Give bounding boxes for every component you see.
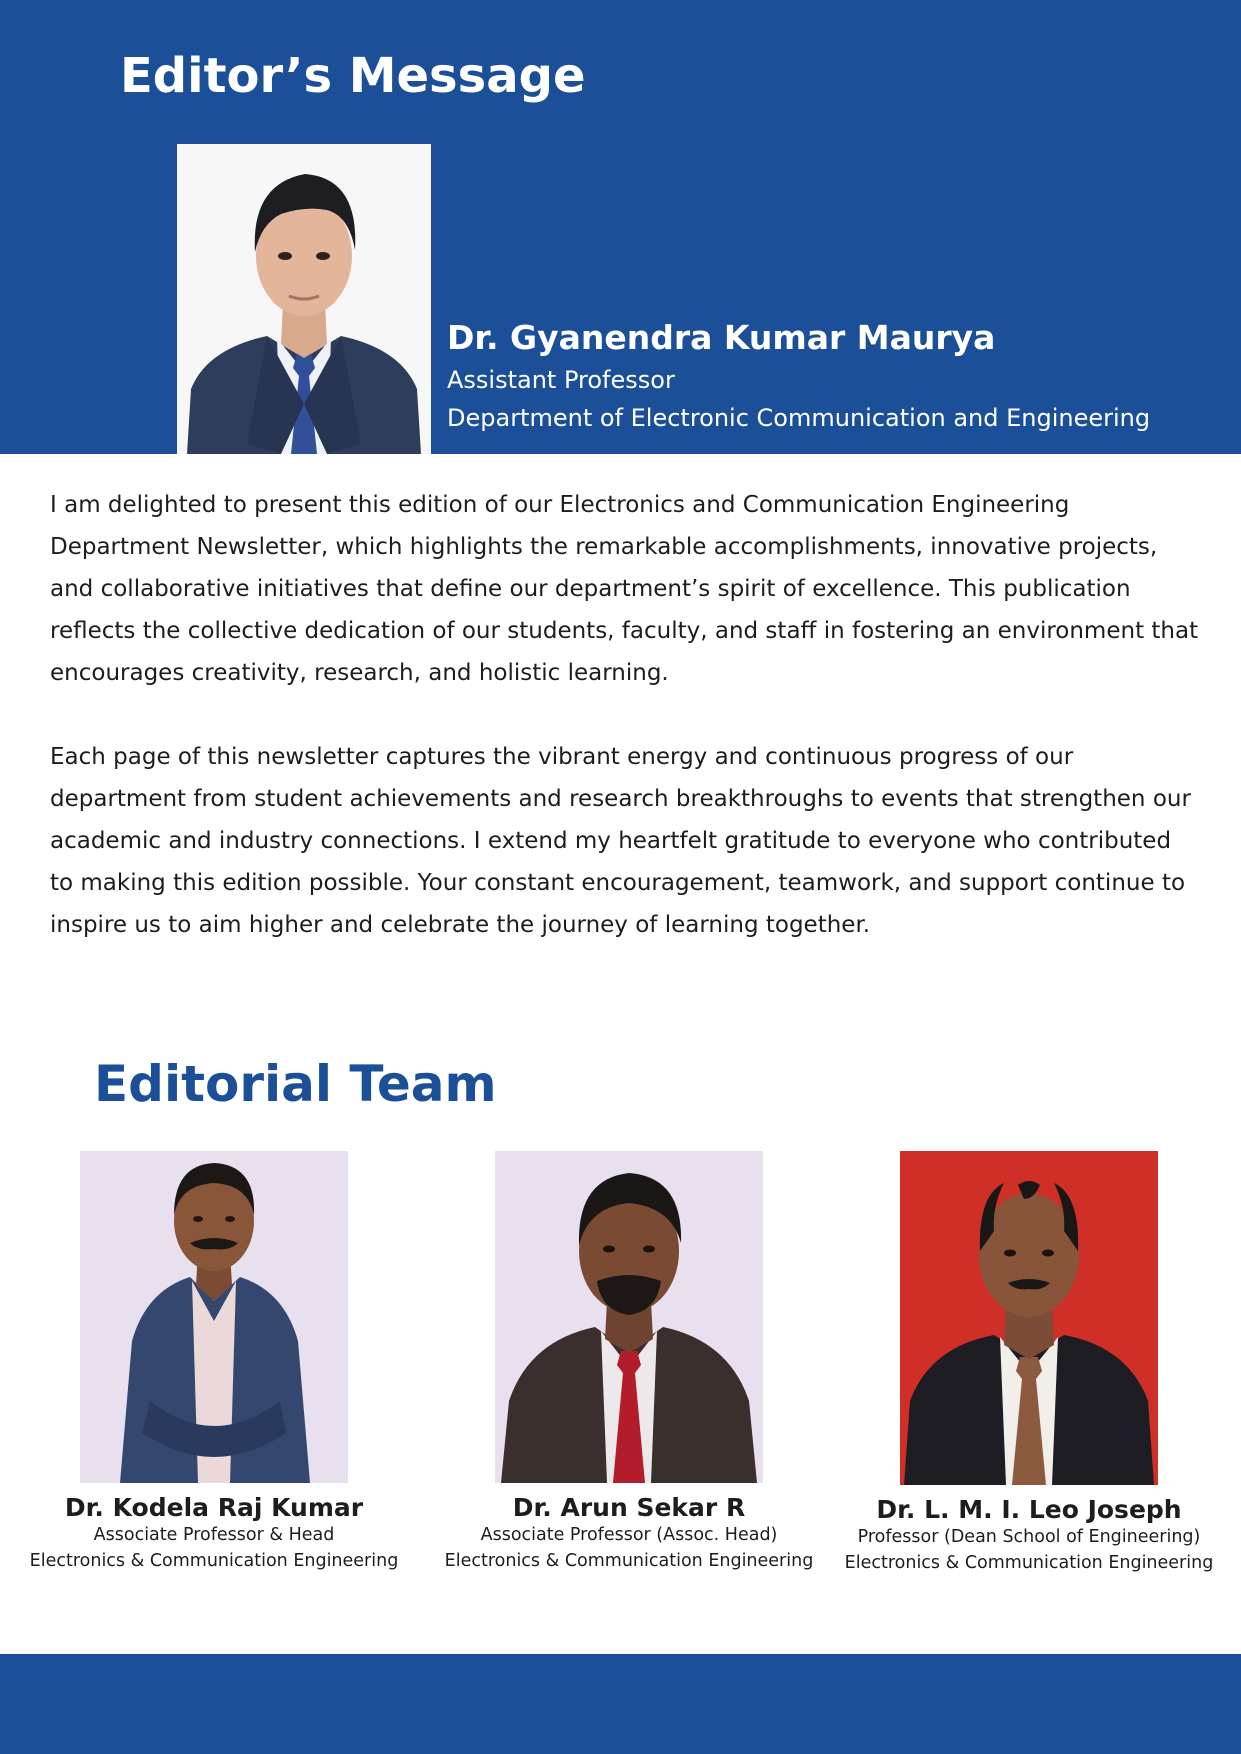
member-photo <box>495 1151 763 1483</box>
editor-name: Dr. Gyanendra Kumar Maurya <box>447 318 996 357</box>
team-member-card <box>443 1151 815 1574</box>
message-paragraph: Each page of this newsletter captures the vibrant energy and continuous progress of our department from student achievements and research breakthroughs to events that strengthen our academic and industry connections. I extend my heartfelt gratitude to everyone who contributed to making this edition possible. Your constant encouragement, teamwork, and support continue to inspire us to aim higher and celebrate the journey of learning together. <box>50 744 1191 938</box>
editorial-team-title: Editorial Team <box>94 1055 497 1113</box>
member-name: Dr. L. M. I. Leo Joseph <box>876 1495 1182 1524</box>
member-photo <box>900 1151 1158 1485</box>
message-paragraph: I am delighted to present this edition of our Electronics and Communication Engineering Department Newsletter, which highlights the remarkable accomplishments, innovative projects, and collaborative initiatives that define our department’s spirit of excellence. This publication reflects the collective dedication of our students, faculty, and staff in fostering an environment that encourages creativity, research, and holistic learning. <box>50 492 1199 686</box>
member-name: Dr. Arun Sekar R <box>512 1493 746 1522</box>
member-department: Electronics & Communication Engineering <box>29 1551 399 1571</box>
editor-department: Department of Electronic Communication and Engineering <box>447 404 1151 432</box>
member-photo <box>80 1151 348 1483</box>
member-department: Electronics & Communication Engineering <box>444 1551 814 1571</box>
member-role: Professor (Dean School of Engineering) <box>857 1527 1201 1547</box>
footer-banner <box>0 1654 1241 1754</box>
editor-photo <box>177 144 431 454</box>
member-role: Associate Professor (Assoc. Head) <box>480 1525 778 1545</box>
team-member-card <box>840 1151 1218 1576</box>
member-role: Associate Professor & Head <box>93 1525 335 1545</box>
editor-message <box>50 484 1200 988</box>
member-name: Dr. Kodela Raj Kumar <box>64 1493 364 1522</box>
editor-role: Assistant Professor <box>447 366 675 394</box>
member-department: Electronics & Communication Engineering <box>844 1553 1214 1573</box>
page-title: Editor’s Message <box>120 48 586 104</box>
team-member-card <box>28 1151 400 1574</box>
header-banner <box>0 0 1241 454</box>
